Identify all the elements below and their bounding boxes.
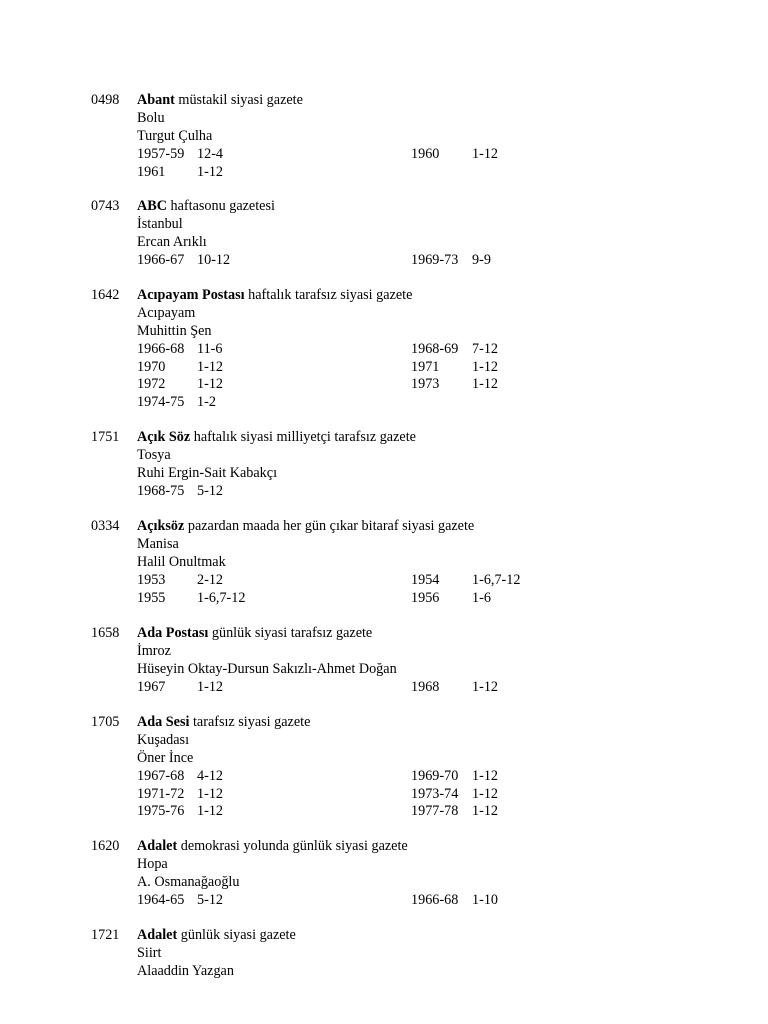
holding-year: 1969-70 xyxy=(411,767,459,784)
publisher-name: Hüseyin Oktay-Dursun Sakızlı-Ahmet Doğan xyxy=(137,660,397,677)
holding-year: 1968-75 xyxy=(137,482,185,499)
entry-body xyxy=(137,927,697,981)
holding-issues: 12-4 xyxy=(197,145,224,162)
entry-heading xyxy=(137,625,697,643)
holdings-row xyxy=(137,146,697,164)
holding-issues: 1-10 xyxy=(472,891,499,908)
entry-heading xyxy=(137,198,697,216)
newspaper-description: haftasonu gazetesi xyxy=(170,198,275,214)
holding-year: 1966-68 xyxy=(137,340,185,357)
newspaper-title: Açık Söz xyxy=(137,429,191,445)
holding-year: 1967-68 xyxy=(137,767,185,784)
entry-body xyxy=(137,287,697,412)
holding-issues: 1-12 xyxy=(472,678,499,695)
newspaper-description: demokrasi yolunda günlük siyasi gazete xyxy=(180,838,408,854)
holding-year: 1974-75 xyxy=(137,394,185,411)
holdings-row xyxy=(137,394,697,412)
publisher-name: Turgut Çulha xyxy=(137,127,213,144)
holding-year: 1971-72 xyxy=(137,785,185,802)
holding-year: 1977-78 xyxy=(411,803,459,820)
newspaper-title: Abant xyxy=(137,92,175,108)
holding-issues: 1-2 xyxy=(197,394,216,411)
holding-year: 1964-65 xyxy=(137,891,185,908)
publisher-name: Muhittin Şen xyxy=(137,322,212,339)
holding-issues: 5-12 xyxy=(197,891,224,908)
holding-issues: 1-6 xyxy=(472,589,491,606)
holdings-row xyxy=(137,786,697,804)
holdings-row xyxy=(137,768,697,786)
entry-heading xyxy=(137,287,697,305)
holding-issues: 1-12 xyxy=(197,358,224,375)
holding-issues: 1-6,7-12 xyxy=(197,589,246,606)
holding-year: 1954 xyxy=(411,571,440,588)
holding-year: 1955 xyxy=(137,589,166,606)
holding-issues: 1-12 xyxy=(197,376,224,393)
entry-heading xyxy=(137,518,697,536)
holding-issues: 5-12 xyxy=(197,482,224,499)
entry-code: 1658 xyxy=(91,625,120,641)
holding-year: 1971 xyxy=(411,358,440,375)
publisher-name: Alaaddin Yazgan xyxy=(137,962,234,979)
newspaper-description: haftalık siyasi milliyetçi tarafsız gazete xyxy=(193,429,416,445)
entry-code: 1620 xyxy=(91,838,120,854)
holdings-row xyxy=(137,892,697,910)
holding-issues: 1-12 xyxy=(197,163,224,180)
holdings-row xyxy=(137,164,697,182)
holdings-row xyxy=(137,376,697,394)
holding-year: 1953 xyxy=(137,571,166,588)
holdings-row xyxy=(137,590,697,608)
holding-year: 1968 xyxy=(411,678,440,695)
newspaper-description: günlük siyasi tarafsız gazete xyxy=(211,625,373,641)
entry-heading xyxy=(137,714,697,732)
holdings-row xyxy=(137,341,697,359)
newspaper-description: müstakil siyasi gazete xyxy=(178,92,303,108)
holding-issues: 1-12 xyxy=(197,785,224,802)
newspaper-description: günlük siyasi gazete xyxy=(180,927,296,943)
entry-code: 0743 xyxy=(91,198,120,214)
holding-year: 1972 xyxy=(137,376,166,393)
newspaper-description: haftalık tarafsız siyasi gazete xyxy=(248,287,413,303)
newspaper-title: ABC xyxy=(137,198,167,214)
holding-issues: 1-12 xyxy=(197,678,224,695)
publisher-name: Ercan Arıklı xyxy=(137,233,207,250)
entry-code: 0334 xyxy=(91,518,120,534)
holdings-row xyxy=(137,359,697,377)
publication-place: Hopa xyxy=(137,855,168,872)
holding-issues: 2-12 xyxy=(197,571,224,588)
newspaper-title: Ada Sesi xyxy=(137,714,190,730)
entry-body xyxy=(137,518,697,607)
holding-issues: 4-12 xyxy=(197,767,224,784)
holding-issues: 7-12 xyxy=(472,340,499,357)
holding-year: 1973-74 xyxy=(411,785,459,802)
newspaper-title: Açıksöz xyxy=(137,518,185,534)
entry-code: 1751 xyxy=(91,429,120,445)
entry-body xyxy=(137,92,697,181)
entry-body xyxy=(137,198,697,270)
entry-code: 1721 xyxy=(91,927,120,943)
publication-place: Siirt xyxy=(137,944,162,961)
holding-year: 1957-59 xyxy=(137,145,185,162)
publication-place: Manisa xyxy=(137,535,179,552)
holding-issues: 1-12 xyxy=(197,803,224,820)
holding-issues: 9-9 xyxy=(472,251,491,268)
publisher-name: A. Osmanağaoğlu xyxy=(137,873,240,890)
holding-year: 1966-68 xyxy=(411,891,459,908)
holding-issues: 11-6 xyxy=(197,340,223,357)
publication-place: İstanbul xyxy=(137,215,183,232)
holding-year: 1967 xyxy=(137,678,166,695)
entry-heading xyxy=(137,429,697,447)
entry-body xyxy=(137,838,697,910)
publisher-name: Ruhi Ergin-Sait Kabakçı xyxy=(137,464,278,481)
entry-body xyxy=(137,625,697,697)
holding-issues: 1-12 xyxy=(472,767,499,784)
holding-year: 1968-69 xyxy=(411,340,459,357)
newspaper-title: Adalet xyxy=(137,838,178,854)
holding-issues: 10-12 xyxy=(197,251,231,268)
holdings-row xyxy=(137,679,697,697)
publisher-name: Halil Onultmak xyxy=(137,553,226,570)
publication-place: Bolu xyxy=(137,109,165,126)
holdings-row xyxy=(137,483,697,501)
holding-issues: 1-12 xyxy=(472,785,499,802)
holding-year: 1960 xyxy=(411,145,440,162)
newspaper-title: Ada Postası xyxy=(137,625,209,641)
holding-issues: 1-12 xyxy=(472,803,499,820)
newspaper-title: Acıpayam Postası xyxy=(137,287,245,303)
entry-heading xyxy=(137,927,697,945)
entry-body xyxy=(137,429,697,501)
newspaper-description: tarafsız siyasi gazete xyxy=(192,714,311,730)
holding-issues: 1-6,7-12 xyxy=(472,571,521,588)
holdings-row xyxy=(137,252,697,270)
publication-place: İmroz xyxy=(137,642,171,659)
holdings-row xyxy=(137,572,697,590)
holdings-row xyxy=(137,803,697,821)
newspaper-description: pazardan maada her gün çıkar bitaraf siyasi gazete xyxy=(187,518,475,534)
holding-year: 1966-67 xyxy=(137,251,185,268)
holding-issues: 1-12 xyxy=(472,358,499,375)
entry-code: 0498 xyxy=(91,92,120,108)
entry-heading xyxy=(137,838,697,856)
holding-issues: 1-12 xyxy=(472,376,499,393)
publisher-name: Öner İnce xyxy=(137,749,194,766)
holding-issues: 1-12 xyxy=(472,145,499,162)
newspaper-title: Adalet xyxy=(137,927,178,943)
entry-heading xyxy=(137,92,697,110)
holding-year: 1975-76 xyxy=(137,803,185,820)
holding-year: 1956 xyxy=(411,589,440,606)
publication-place: Kuşadası xyxy=(137,731,190,748)
holding-year: 1970 xyxy=(137,358,166,375)
publication-place: Acıpayam xyxy=(137,304,196,321)
entry-body xyxy=(137,714,697,821)
holding-year: 1969-73 xyxy=(411,251,459,268)
publication-place: Tosya xyxy=(137,446,171,463)
holding-year: 1961 xyxy=(137,163,166,180)
holding-year: 1973 xyxy=(411,376,440,393)
entry-code: 1705 xyxy=(91,714,120,730)
entry-code: 1642 xyxy=(91,287,120,303)
